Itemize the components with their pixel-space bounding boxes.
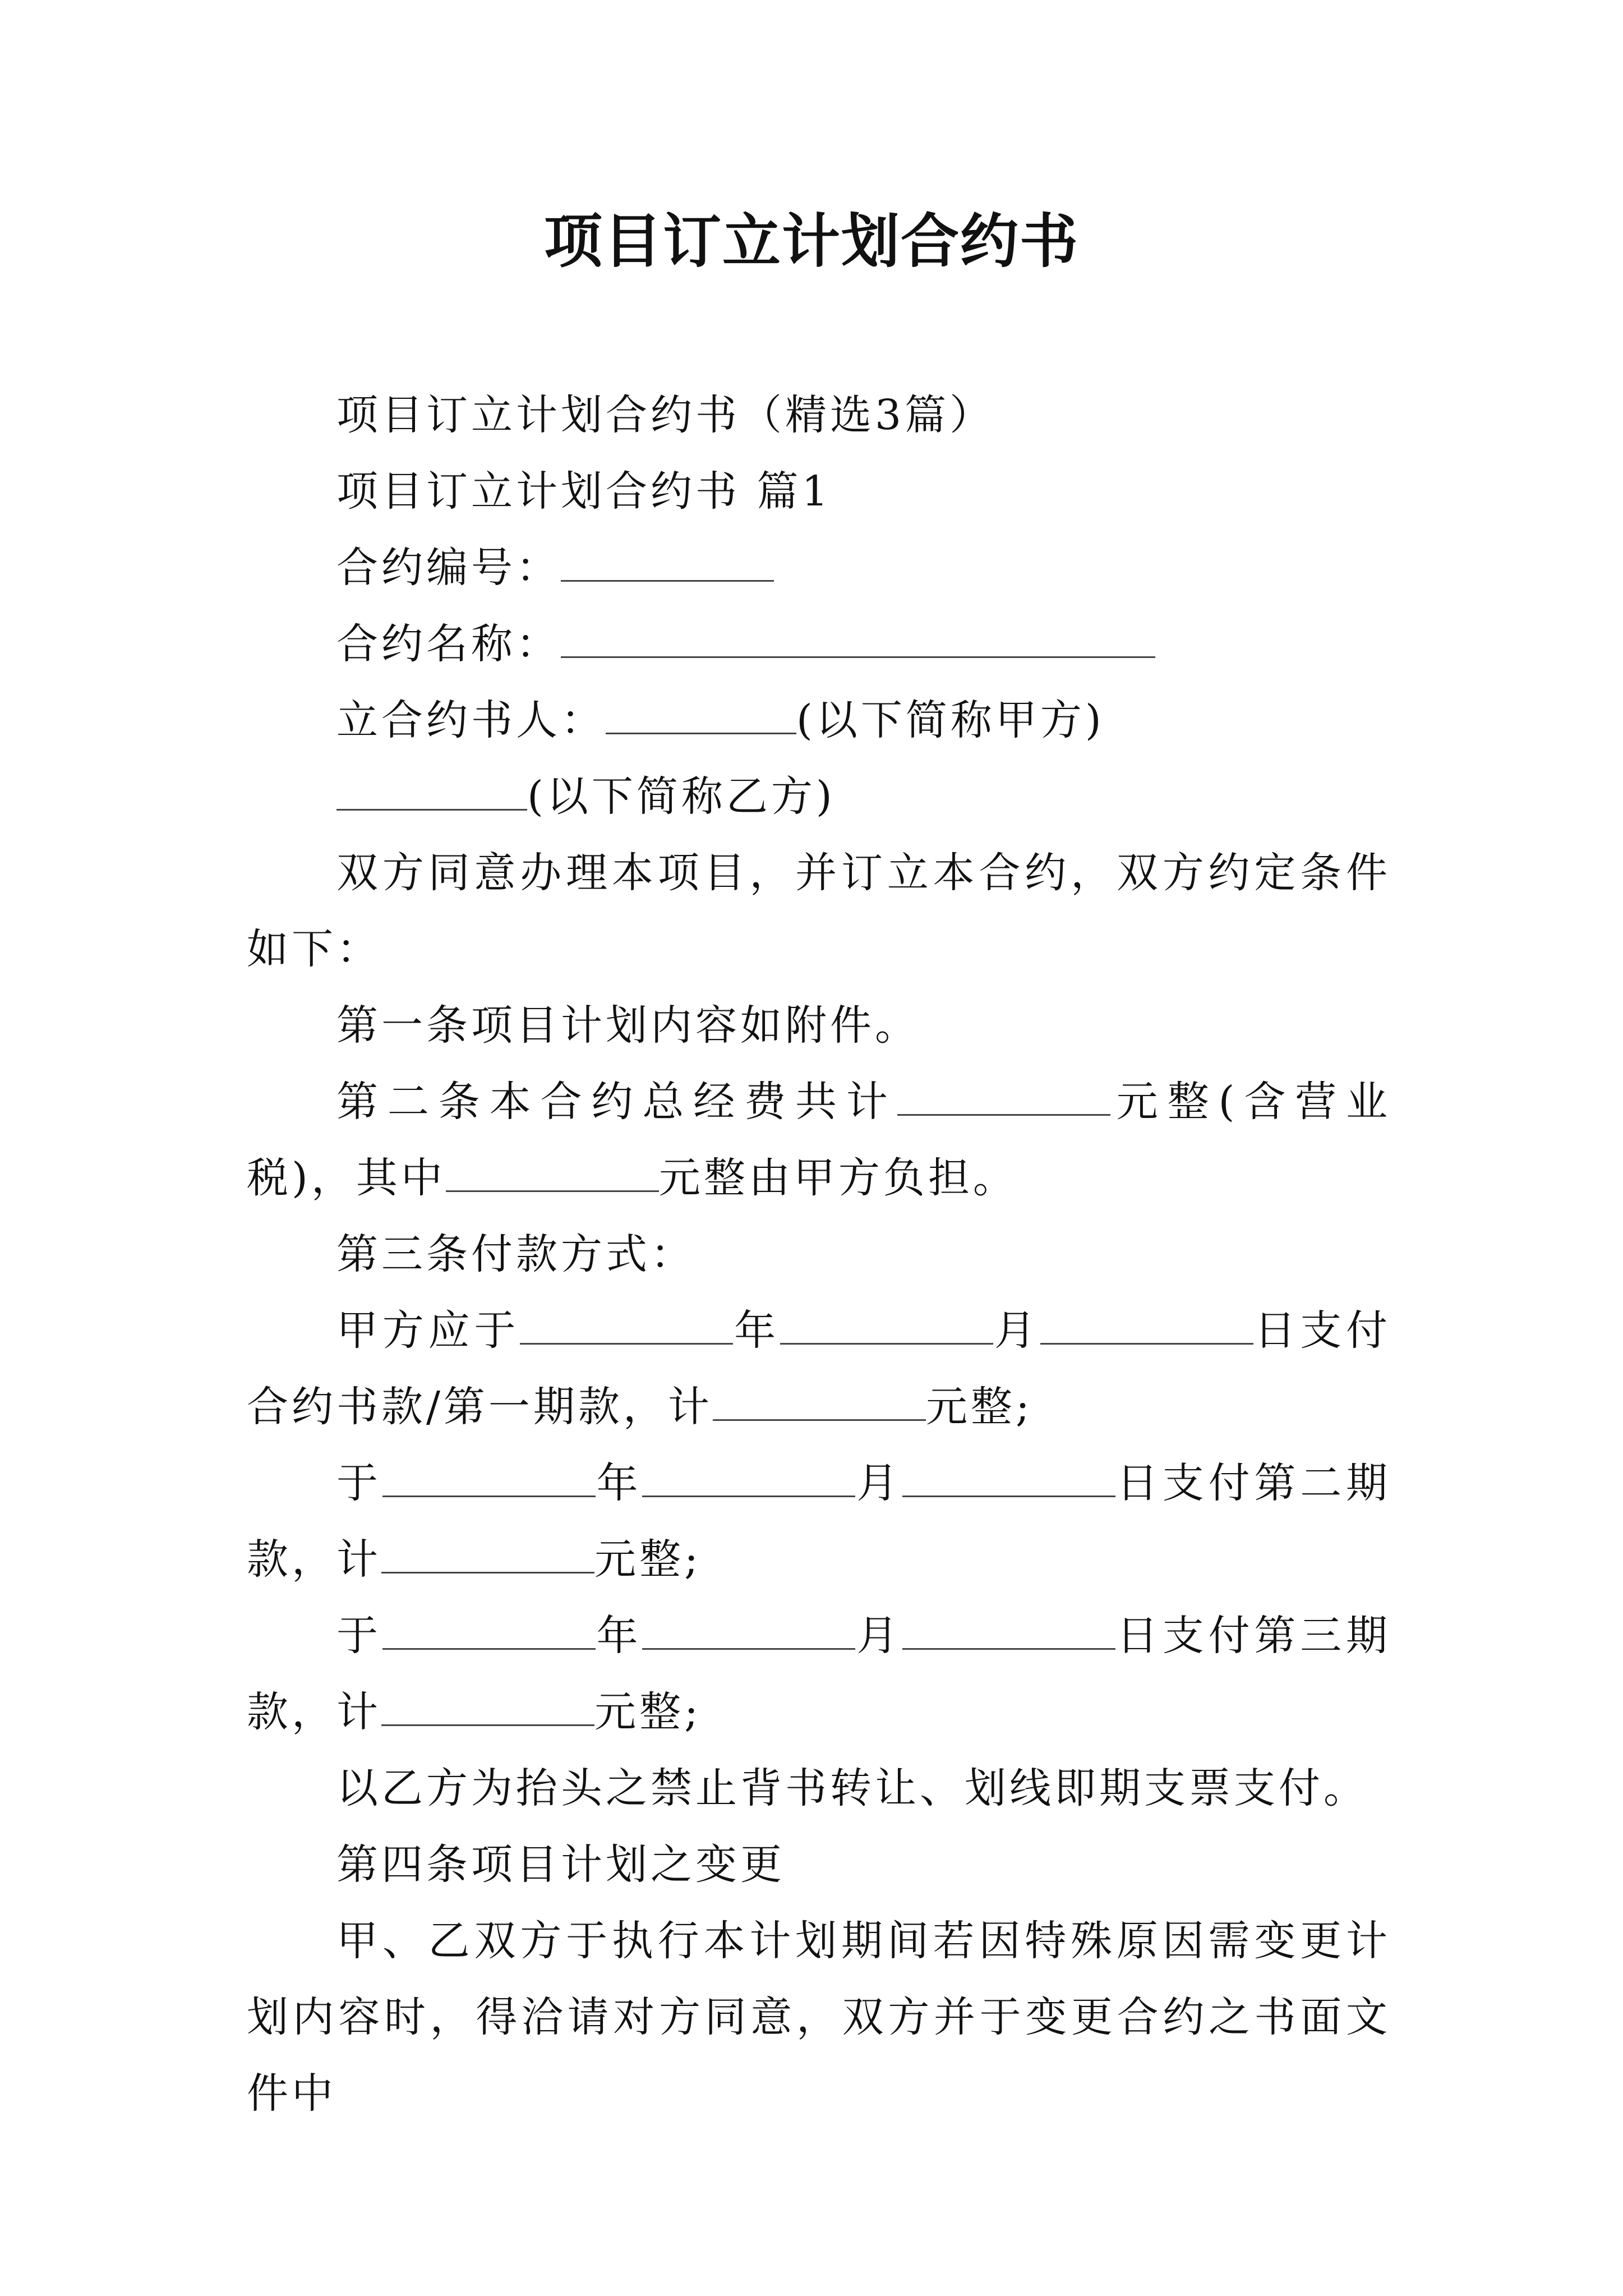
month-label: 月 bbox=[855, 1459, 903, 1507]
month-label: 月 bbox=[993, 1306, 1040, 1355]
payment-3-text-a: 于 bbox=[336, 1612, 382, 1660]
article-2-text-a: 第二条本合约总经费共计 bbox=[336, 1078, 897, 1126]
article-2-text-c: 元整由甲方负担。 bbox=[658, 1154, 1018, 1202]
contract-name-label: 合约名称： bbox=[336, 620, 561, 668]
payment-1-text-a: 甲方应于 bbox=[336, 1306, 520, 1355]
payment-2-amount-blank bbox=[381, 1538, 594, 1573]
article-1: 第一条项目计划内容如附件。 bbox=[336, 1001, 920, 1050]
contract-number-line bbox=[247, 530, 1391, 606]
payment-1-amount-blank bbox=[713, 1386, 926, 1421]
payment-3-amount-blank bbox=[381, 1691, 594, 1726]
year-label: 年 bbox=[595, 1612, 643, 1660]
year-label: 年 bbox=[595, 1459, 643, 1507]
yuan-label: 元整; bbox=[594, 1535, 702, 1584]
section-heading: 项目订立计划合约书 篇1 bbox=[336, 467, 832, 516]
payment-3-day-blank bbox=[902, 1614, 1115, 1650]
payment-1-month-blank bbox=[780, 1309, 993, 1345]
party-a-amount-blank bbox=[446, 1157, 659, 1192]
article-3: 第三条付款方式： bbox=[336, 1230, 695, 1278]
article-4: 第四条项目计划之变更 bbox=[336, 1841, 785, 1889]
payment-1-text-b: 日支付合约书款/第一期款，计 bbox=[247, 1306, 1391, 1431]
article-2 bbox=[247, 1064, 1391, 1216]
payment-2-text-b: 日支付第二期款，计 bbox=[247, 1459, 1391, 1584]
agreement-paragraph: 双方同意办理本项目，并订立本合约，双方约定条件如下： bbox=[247, 849, 1391, 973]
year-label: 年 bbox=[733, 1306, 780, 1355]
document-title: 项目订立计划合约书 bbox=[543, 207, 1079, 275]
party-b-blank bbox=[336, 775, 527, 811]
party-b-note: (以下简称乙方) bbox=[527, 772, 836, 821]
payment-1-year-blank bbox=[520, 1309, 733, 1345]
party-b-line bbox=[247, 758, 1391, 835]
payment-method-note: 以乙方为抬头之禁止背书转让、划线即期支票支付。 bbox=[336, 1764, 1368, 1812]
payment-3-month-blank bbox=[642, 1614, 855, 1650]
party-a-note: (以下简称甲方) bbox=[796, 696, 1105, 744]
total-amount-blank bbox=[897, 1080, 1110, 1116]
payment-2-text-a: 于 bbox=[336, 1459, 382, 1507]
payment-3-year-blank bbox=[382, 1614, 596, 1650]
party-a-blank bbox=[606, 699, 796, 734]
contract-number-label: 合约编号： bbox=[336, 544, 561, 592]
subtitle-line: 项目订立计划合约书（精选3篇） bbox=[336, 391, 995, 439]
payment-3 bbox=[247, 1598, 1391, 1750]
contract-name-line bbox=[247, 606, 1391, 682]
payment-1-day-blank bbox=[1040, 1309, 1253, 1345]
yuan-label: 元整; bbox=[594, 1688, 702, 1736]
payment-2-year-blank bbox=[382, 1462, 596, 1497]
party-a-line bbox=[247, 682, 1391, 758]
payment-2-day-blank bbox=[902, 1462, 1115, 1497]
document-body bbox=[247, 377, 1391, 2132]
contract-name-blank bbox=[561, 623, 1155, 658]
payment-1 bbox=[247, 1292, 1391, 1445]
article-2-text-b: 元整(含营业税)，其中 bbox=[247, 1078, 1391, 1202]
payment-2 bbox=[247, 1445, 1391, 1598]
contract-number-blank bbox=[561, 546, 774, 582]
payment-3-text-b: 日支付第三期款，计 bbox=[247, 1612, 1391, 1736]
month-label: 月 bbox=[855, 1612, 903, 1660]
article-4-text: 甲、乙双方于执行本计划期间若因特殊原因需变更计划内容时，得洽请对方同意，双方并于变更合约之书面文件中 bbox=[247, 1917, 1391, 2118]
yuan-label: 元整; bbox=[925, 1383, 1033, 1431]
payment-2-month-blank bbox=[642, 1462, 855, 1497]
party-a-label: 立合约书人： bbox=[336, 696, 606, 744]
